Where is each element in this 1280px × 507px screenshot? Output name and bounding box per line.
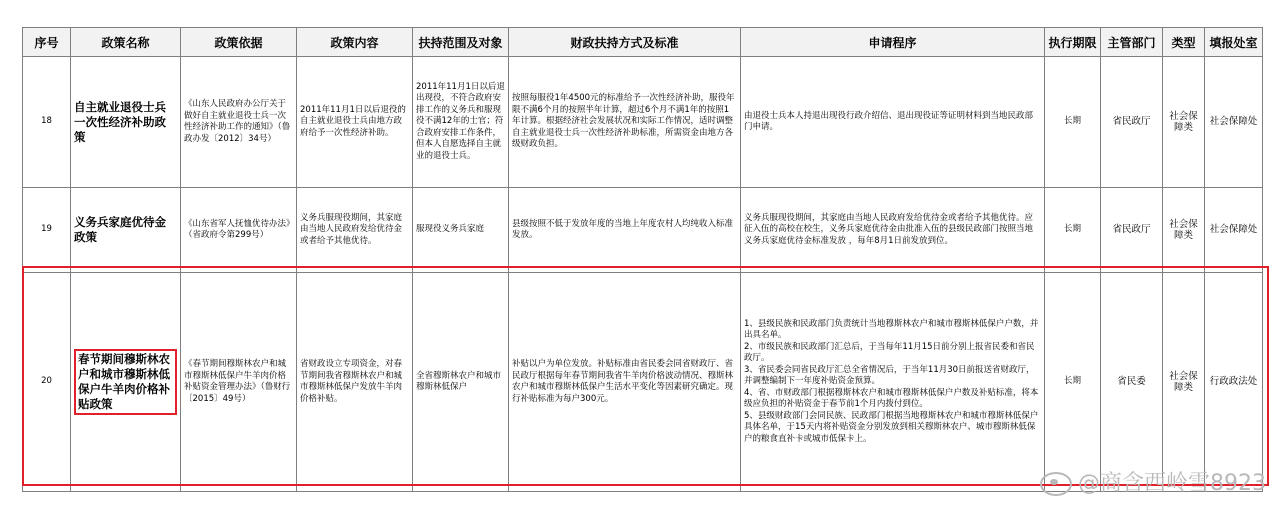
cell-policy-name [71,273,181,492]
cell-dept: 省民委 [1101,273,1163,492]
cell-term: 长期 [1045,57,1101,188]
cell-no: 20 [23,273,71,492]
table-header-row [23,28,1263,57]
cell-scope: 服现役义务兵家庭 [413,188,509,273]
cell-type: 社会保障类 [1163,273,1205,492]
cell-office: 社会保障处 [1205,57,1263,188]
cell-scope: 2011年11月1日以后退出现役，不符合政府安排工作的义务兵和服现役不满12年的士官；符合政府安排工作条件，但本人自愿选择自主就业的退役士兵。 [413,57,509,188]
cell-basis: 《春节期间穆斯林农户和城市穆斯林低保户牛羊肉价格补贴资金管理办法》（鲁财行〔2015〕49号） [181,273,297,492]
cell-scope: 全省穆斯林农户和城市穆斯林低保户 [413,273,509,492]
cell-office: 社会保障处 [1205,188,1263,273]
cell-type: 社会保障类 [1163,57,1205,188]
cell-content: 2011年11月1日以后退役的自主就业退役士兵由地方政府给予一次性经济补助。 [297,57,413,188]
cell-standard: 补贴以户为单位发放。补贴标准由省民委会同省财政厅、省民政厅根据每年春节期间我省牛羊肉价格波动情况、穆斯林农户和城市穆斯林低保户生活水平变化等因素研究确定。现行补贴标准为每户300元。 [509,273,741,492]
cell-basis: 《山东省军人抚恤优待办法》（省政府令第299号） [181,188,297,273]
cell-procedure: 1、县级民族和民政部门负责统计当地穆斯林农户和城市穆斯林低保户户数，并出具名单。 2、市级民族和民政部门汇总后，于当每年11月15日前分别上报省民委和省民政厅。 3、省民委会同省民政厅汇总全省情况后，于当年11月30日前报送省财政厅，并调整编制下一年度补贴资金预算。 4、省、市财政部门根据穆斯林农户和城市穆斯林低保户户数及补贴标准，将本级应负担的补贴资金于春节前1个月内拨付到位。 5、县级财政部门会同民族、民政部门根据当地穆斯林农户和城市穆斯林低保户具体名单，于15天内将补贴资金分别发放到相关穆斯林农户、城市穆斯林低保户的粮食直补卡或城市低保卡上。 [741,273,1045,492]
cell-no: 19 [23,188,71,273]
header-name: 政策名称 [71,28,181,57]
header-content: 政策内容 [297,28,413,57]
watermark [1040,466,1266,497]
cell-content: 省财政设立专项资金，对春节期间我省穆斯林农户和城市穆斯林低保户发放牛羊肉价格补贴。 [297,273,413,492]
cell-basis: 《山东人民政府办公厅关于做好自主就业退役士兵一次性经济补助工作的通知》（鲁政办发〔2012〕34号） [181,57,297,188]
watermark-text: @商含西岭雪8923 [1078,471,1266,496]
cell-term: 长期 [1045,188,1101,273]
cell-dept: 省民政厅 [1101,188,1163,273]
cell-standard: 按照每服役1年4500元的标准给予一次性经济补助，服役年限不满6个月的按照半年计算，超过6个月不满1年的按照1年计算。根据经济社会发展状况和实际工作情况，适时调整自主就业退役士兵一次性经济补助标准，所需资金由地方各级财政负担。 [509,57,741,188]
highlighted-policy-name: 春节期间穆斯林农户和城市穆斯林低保户牛羊肉价格补贴政策 [74,349,177,415]
cell-no: 18 [23,57,71,188]
table-row [23,57,1263,188]
cell-type: 社会保障类 [1163,188,1205,273]
cell-content: 义务兵服现役期间，其家庭由当地人民政府发给优待金或者给予其他优待。 [297,188,413,273]
cell-policy-name: 自主就业退役士兵一次性经济补助政策 [71,57,181,188]
cell-office: 行政政法处 [1205,273,1263,492]
cell-procedure: 义务兵服现役期间，其家庭由当地人民政府发给优待金或者给予其他优待。应征入伍的高校在校生，义务兵家庭优待金由批准入伍的县级民政部门按照当地义务兵家庭优待金标准发放 ，每年8月1日前发放到位。 [741,188,1045,273]
cell-policy-name: 义务兵家庭优待金政策 [71,188,181,273]
table-row-highlighted [23,273,1263,492]
header-dept: 主管部门 [1101,28,1163,57]
header-no: 序号 [23,28,71,57]
cell-dept: 省民政厅 [1101,57,1163,188]
header-procedure: 申请程序 [741,28,1045,57]
cell-standard: 县级按照不低于发放年度的当地上年度农村人均纯收入标准发放。 [509,188,741,273]
cell-procedure: 由退役士兵本人持退出现役行政介绍信、退出现役证等证明材料到当地民政部门申请。 [741,57,1045,188]
header-term: 执行期限 [1045,28,1101,57]
weibo-icon [1040,472,1072,496]
policy-table [22,27,1263,492]
header-basis: 政策依据 [181,28,297,57]
header-scope: 扶持范围及对象 [413,28,509,57]
header-office: 填报处室 [1205,28,1263,57]
header-standard: 财政扶持方式及标准 [509,28,741,57]
cell-term: 长期 [1045,273,1101,492]
table-row [23,188,1263,273]
header-type: 类型 [1163,28,1205,57]
